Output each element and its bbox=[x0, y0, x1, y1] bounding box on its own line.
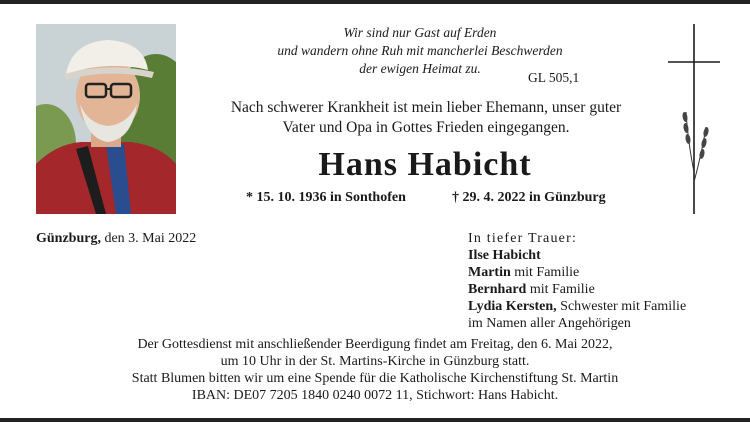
mourner-name: Lydia Kersten, bbox=[468, 299, 557, 314]
verse-line: und wandern ohne Ruh mit mancherlei Beschwerden bbox=[277, 43, 563, 58]
mourner-name: Ilse Habicht bbox=[468, 248, 541, 263]
footer-line: IBAN: DE07 7205 1840 0240 0072 11, Stichwort: Hans Habicht. bbox=[191, 388, 559, 403]
mourner-entry bbox=[468, 281, 738, 298]
mourners-closing: im Namen aller Angehörigen bbox=[468, 316, 631, 331]
verse-line: der ewigen Heimat zu. bbox=[359, 61, 481, 76]
mourner-name: Bernhard bbox=[468, 282, 527, 297]
footer-line: um 10 Uhr in der St. Martins-Kirche in Günzburg statt. bbox=[220, 354, 530, 369]
cross-with-wheat-icon bbox=[660, 22, 730, 216]
mourner-entry bbox=[468, 264, 738, 281]
place-and-date bbox=[36, 231, 196, 247]
announcement-line: Vater und Opa in Gottes Frieden eingegangen. bbox=[282, 119, 570, 136]
mourners-list bbox=[468, 230, 738, 332]
birth-date: * 15. 10. 1936 in Sonthofen bbox=[246, 190, 406, 205]
place-name: Günzburg, bbox=[36, 231, 101, 246]
death-announcement bbox=[196, 98, 656, 138]
death-date: † 29. 4. 2022 in Günzburg bbox=[452, 190, 606, 205]
service-information bbox=[40, 336, 710, 404]
announcement-date: den 3. Mai 2022 bbox=[104, 231, 197, 246]
deceased-name: Hans Habicht bbox=[318, 146, 532, 183]
footer-line: Statt Blumen bitten wir um eine Spende für die Katholische Kirchenstiftung St. Martin bbox=[131, 371, 619, 386]
mourner-suffix: mit Familie bbox=[529, 282, 595, 297]
mourner-entry bbox=[468, 298, 738, 315]
mourner-suffix: Schwester mit Familie bbox=[560, 299, 687, 314]
mourner-name: Martin bbox=[468, 265, 511, 280]
mourner-entry bbox=[468, 247, 738, 264]
announcement-line: Nach schwerer Krankheit ist mein lieber Ehemann, unser guter bbox=[230, 99, 622, 116]
mourner-suffix: mit Familie bbox=[514, 265, 580, 280]
portrait-illustration bbox=[36, 24, 176, 214]
footer-line: Der Gottesdienst mit anschließender Beerdigung findet am Freitag, den 6. Mai 2022, bbox=[137, 337, 613, 352]
mourners-header: In tiefer Trauer: bbox=[468, 231, 578, 246]
verse-line: Wir sind nur Gast auf Erden bbox=[343, 25, 497, 40]
verse-reference: GL 505,1 bbox=[528, 70, 580, 85]
portrait-photo bbox=[36, 24, 176, 214]
